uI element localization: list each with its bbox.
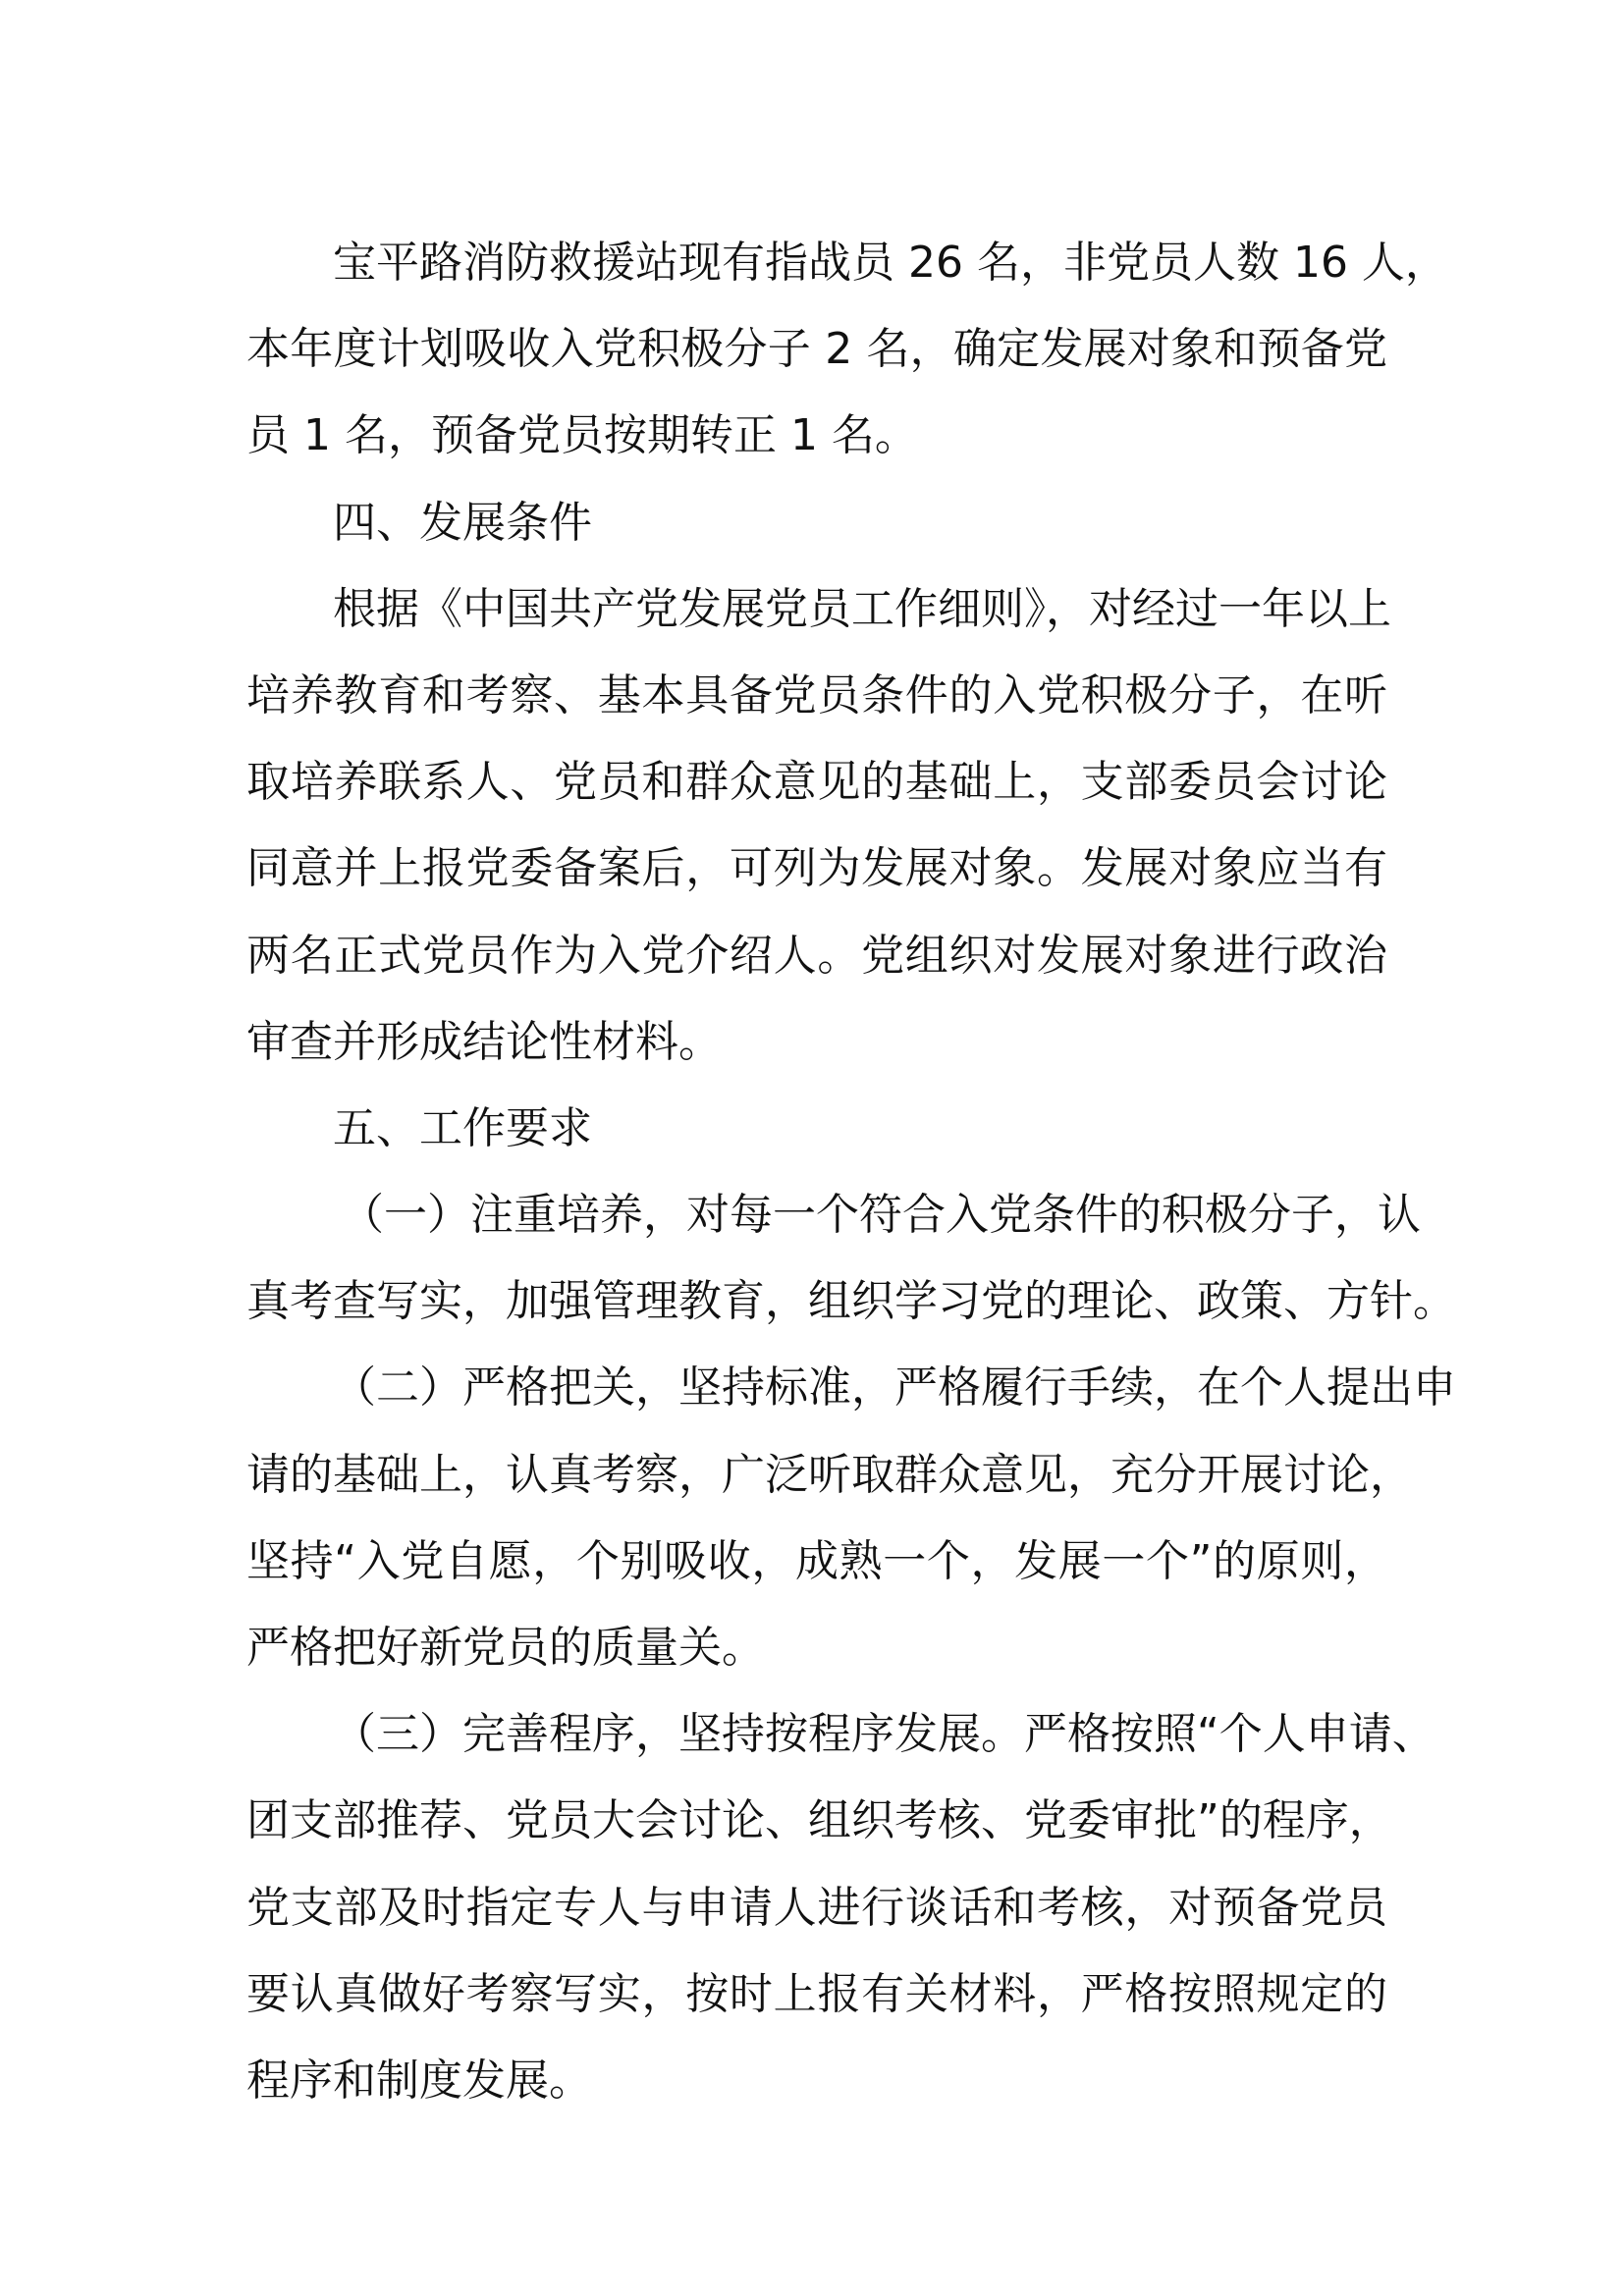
paragraph-requirement-3-line-4: 要认真做好考察写实，按时上报有关材料，严格按照规定的	[246, 1968, 1387, 2019]
paragraph-station-stats-line-1: 宝平路消防救援站现有指战员 26 名，非党员人数 16 人，	[333, 238, 1448, 288]
paragraph-requirement-2-line-2: 请的基础上，认真考察，广泛听取群众意见，充分开展讨论，	[246, 1449, 1413, 1500]
paragraph-requirement-1-line-2: 真考查写实，加强管理教育，组织学习党的理论、政策、方针。	[246, 1276, 1456, 1327]
paragraph-conditions-line-4: 同意并上报党委备案后，可列为发展对象。发展对象应当有	[246, 843, 1387, 894]
paragraph-station-stats-line-3: 员 1 名，预备党员按期转正 1 名。	[246, 410, 918, 461]
paragraph-requirement-3-line-5: 程序和制度发展。	[246, 2055, 592, 2106]
paragraph-requirement-3-line-3: 党支部及时指定专人与申请人进行谈话和考核，对预备党员	[246, 1882, 1387, 1933]
paragraph-requirement-1-line-1: （一）注重培养，对每一个符合入党条件的积极分子，认	[341, 1190, 1421, 1241]
paragraph-requirement-2-line-1: （二）严格把关，坚持标准，严格履行手续，在个人提出申	[333, 1362, 1456, 1414]
paragraph-conditions-line-2: 培养教育和考察、基本具备党员条件的入党积极分子，在听	[246, 669, 1387, 721]
paragraph-requirement-3-line-2: 团支部推荐、党员大会讨论、组织考核、党委审批”的程序，	[246, 1795, 1392, 1846]
paragraph-requirement-2-line-4: 严格把好新党员的质量关。	[246, 1623, 765, 1673]
paragraph-requirement-3-line-1: （三）完善程序，坚持按程序发展。严格按照“个人申请、	[333, 1709, 1435, 1760]
section-heading-development-conditions: 四、发展条件	[333, 497, 592, 548]
paragraph-requirement-2-line-3: 坚持“入党自愿，个别吸收，成熟一个，发展一个”的原则，	[246, 1535, 1387, 1586]
document-body	[246, 220, 1456, 2124]
paragraph-conditions-line-6: 审查并形成结论性材料。	[246, 1016, 722, 1067]
paragraph-conditions-line-1: 根据《中国共产党发展党员工作细则》，对经过一年以上	[333, 583, 1391, 634]
paragraph-station-stats-line-2: 本年度计划吸收入党积极分子 2 名，确定发展对象和预备党	[246, 324, 1387, 375]
section-heading-work-requirements: 五、工作要求	[333, 1102, 592, 1153]
paragraph-conditions-line-3: 取培养联系人、党员和群众意见的基础上，支部委员会讨论	[246, 757, 1387, 808]
paragraph-conditions-line-5: 两名正式党员作为入党介绍人。党组织对发展对象进行政治	[246, 930, 1387, 981]
